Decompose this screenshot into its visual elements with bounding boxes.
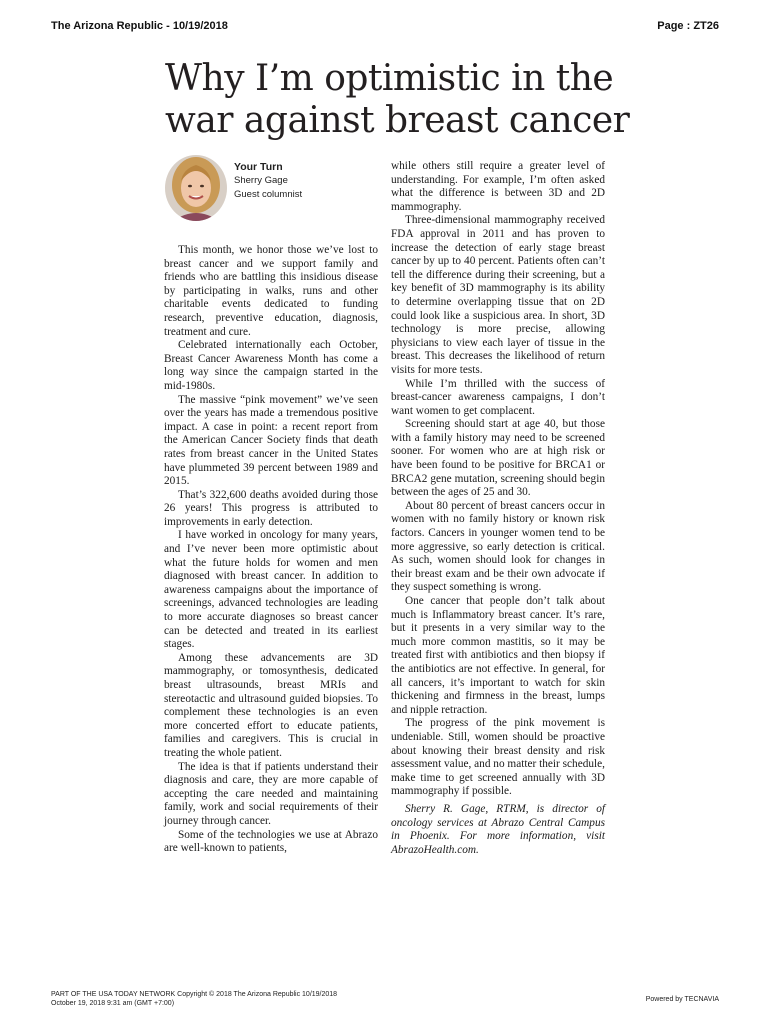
footer-copyright xyxy=(51,990,337,1008)
author-bio: Sherry R. Gage, RTRM, is director of oncology services at Abrazo Central Campus in Phoenix. For more information, visit AbrazoHealth.com. xyxy=(391,802,605,856)
copyright-line: PART OF THE USA TODAY NETWORK Copyright © 2018 The Arizona Republic 10/19/2018 xyxy=(51,991,338,998)
paragraph: The idea is that if patients understand their diagnosis and care, they are more capable of accepting the care needed and maintaining family, work and social requirements of their journey through cancer. xyxy=(164,760,378,827)
paragraph: while others still require a greater level of understanding. For example, I’m often asked what the difference is between 3D and 2D mammography. xyxy=(391,160,605,213)
article-column-right xyxy=(391,160,605,857)
paragraph: Celebrated internationally each October, Breast Cancer Awareness Month has come a long way since the campaign started in the mid-1980s. xyxy=(164,339,378,392)
paragraph: About 80 percent of breast cancers occur in women with no family history or known risk factors. Cancers in younger women tend to be more aggressive, so early detection is critical. As such, women should look for changes in their breast exam and be their own advocate if they suspect something is wrong. xyxy=(391,499,605,594)
author-name: Sherry Gage xyxy=(234,175,288,186)
column-label: Your Turn xyxy=(234,161,283,173)
page-number: Page : ZT26 xyxy=(657,20,719,32)
author-role: Guest columnist xyxy=(234,189,303,200)
paragraph: Three-dimensional mammography received FDA approval in 2011 and has proven to increase the detection of early stage breast cancer by up to 40 percent. Patients often can’t tell the difference during their screening, but a key benefit of 3D mammography is its ability to determine overlapping tissue that on 2D could look like a suspicious area. In short, 3D technology is more precise, allowing physicians to view each layer of tissue in the breast. This decreases the likelihood of return visits for more tests. xyxy=(391,214,605,376)
byline xyxy=(165,155,385,225)
paragraph: Screening should start at age 40, but those with a family history may need to be screened sooner. For women who are at high risk or have been found to be positive for BRCA1 or BRCA2 gene mutation, screening should begin between the ages of 25 and 30. xyxy=(391,418,605,499)
headline: Why I’m optimistic in the war against breast cancer xyxy=(165,58,630,141)
powered-by: Powered by TECNAVIA xyxy=(645,996,719,1003)
article-column-left xyxy=(164,244,378,856)
paragraph: This month, we honor those we’ve lost to breast cancer and we support family and friends who are battling this insidious disease by participating in walks, runs and other charitable events dedicated to funding research, preventive education, diagnosis, treatment and cure. xyxy=(164,244,378,338)
paragraph: Some of the technologies we use at Abrazo are well-known to patients, xyxy=(164,828,378,855)
paragraph: I have worked in oncology for many years, and I’ve never been more optimistic about what the future holds for women and men diagnosed with breast cancer. In addition to awareness campaigns about the importance of screenings, advanced technologies are leading to more accurate diagnoses so breast cancer can be detected and treated in its earliest stages. xyxy=(164,529,378,651)
timestamp-line: October 19, 2018 9:31 am (GMT +7:00) xyxy=(51,1000,175,1007)
paragraph: Among these advancements are 3D mammography, or tomosynthesis, dedicated breast ultrasounds, breast MRIs and stereotactic and ultrasound guided biopsies. To complement these technologies is an even more concerted effort to educate patients, families and caregivers. This is crucial in treating the whole patient. xyxy=(164,651,378,759)
paragraph: While I’m thrilled with the success of breast-cancer awareness campaigns, I don’t want women to get complacent. xyxy=(391,377,605,417)
paragraph: The progress of the pink movement is undeniable. Still, women should be proactive about knowing their breast density and risk assessment value, and no matter their schedule, make time to get screened annually with 3D mammography if possible. xyxy=(391,717,605,798)
paragraph: One cancer that people don’t talk about much is Inflammatory breast cancer. It’s rare, but it presents in a very similar way to the much more common mastitis, so it may be treated first with antibiotics and then biopsy if the antibiotics are not effective. In general, for all cancers, it’s important to watch for skin thickening and firmness in the breast, lumps and nipple retraction. xyxy=(391,595,605,716)
author-photo xyxy=(165,155,227,221)
publication-header: The Arizona Republic - 10/19/2018 xyxy=(51,20,228,32)
paragraph: The massive “pink movement” we’ve seen over the years has made a tremendous positive impact. A case in point: a recent report from the American Cancer Society finds that death rates from breast cancer in the United States have plummeted 39 percent between 1989 and 2015. xyxy=(164,393,378,488)
paragraph: That’s 322,600 deaths avoided during those 26 years! This progress is attributed to improvements in early detection. xyxy=(164,488,378,528)
